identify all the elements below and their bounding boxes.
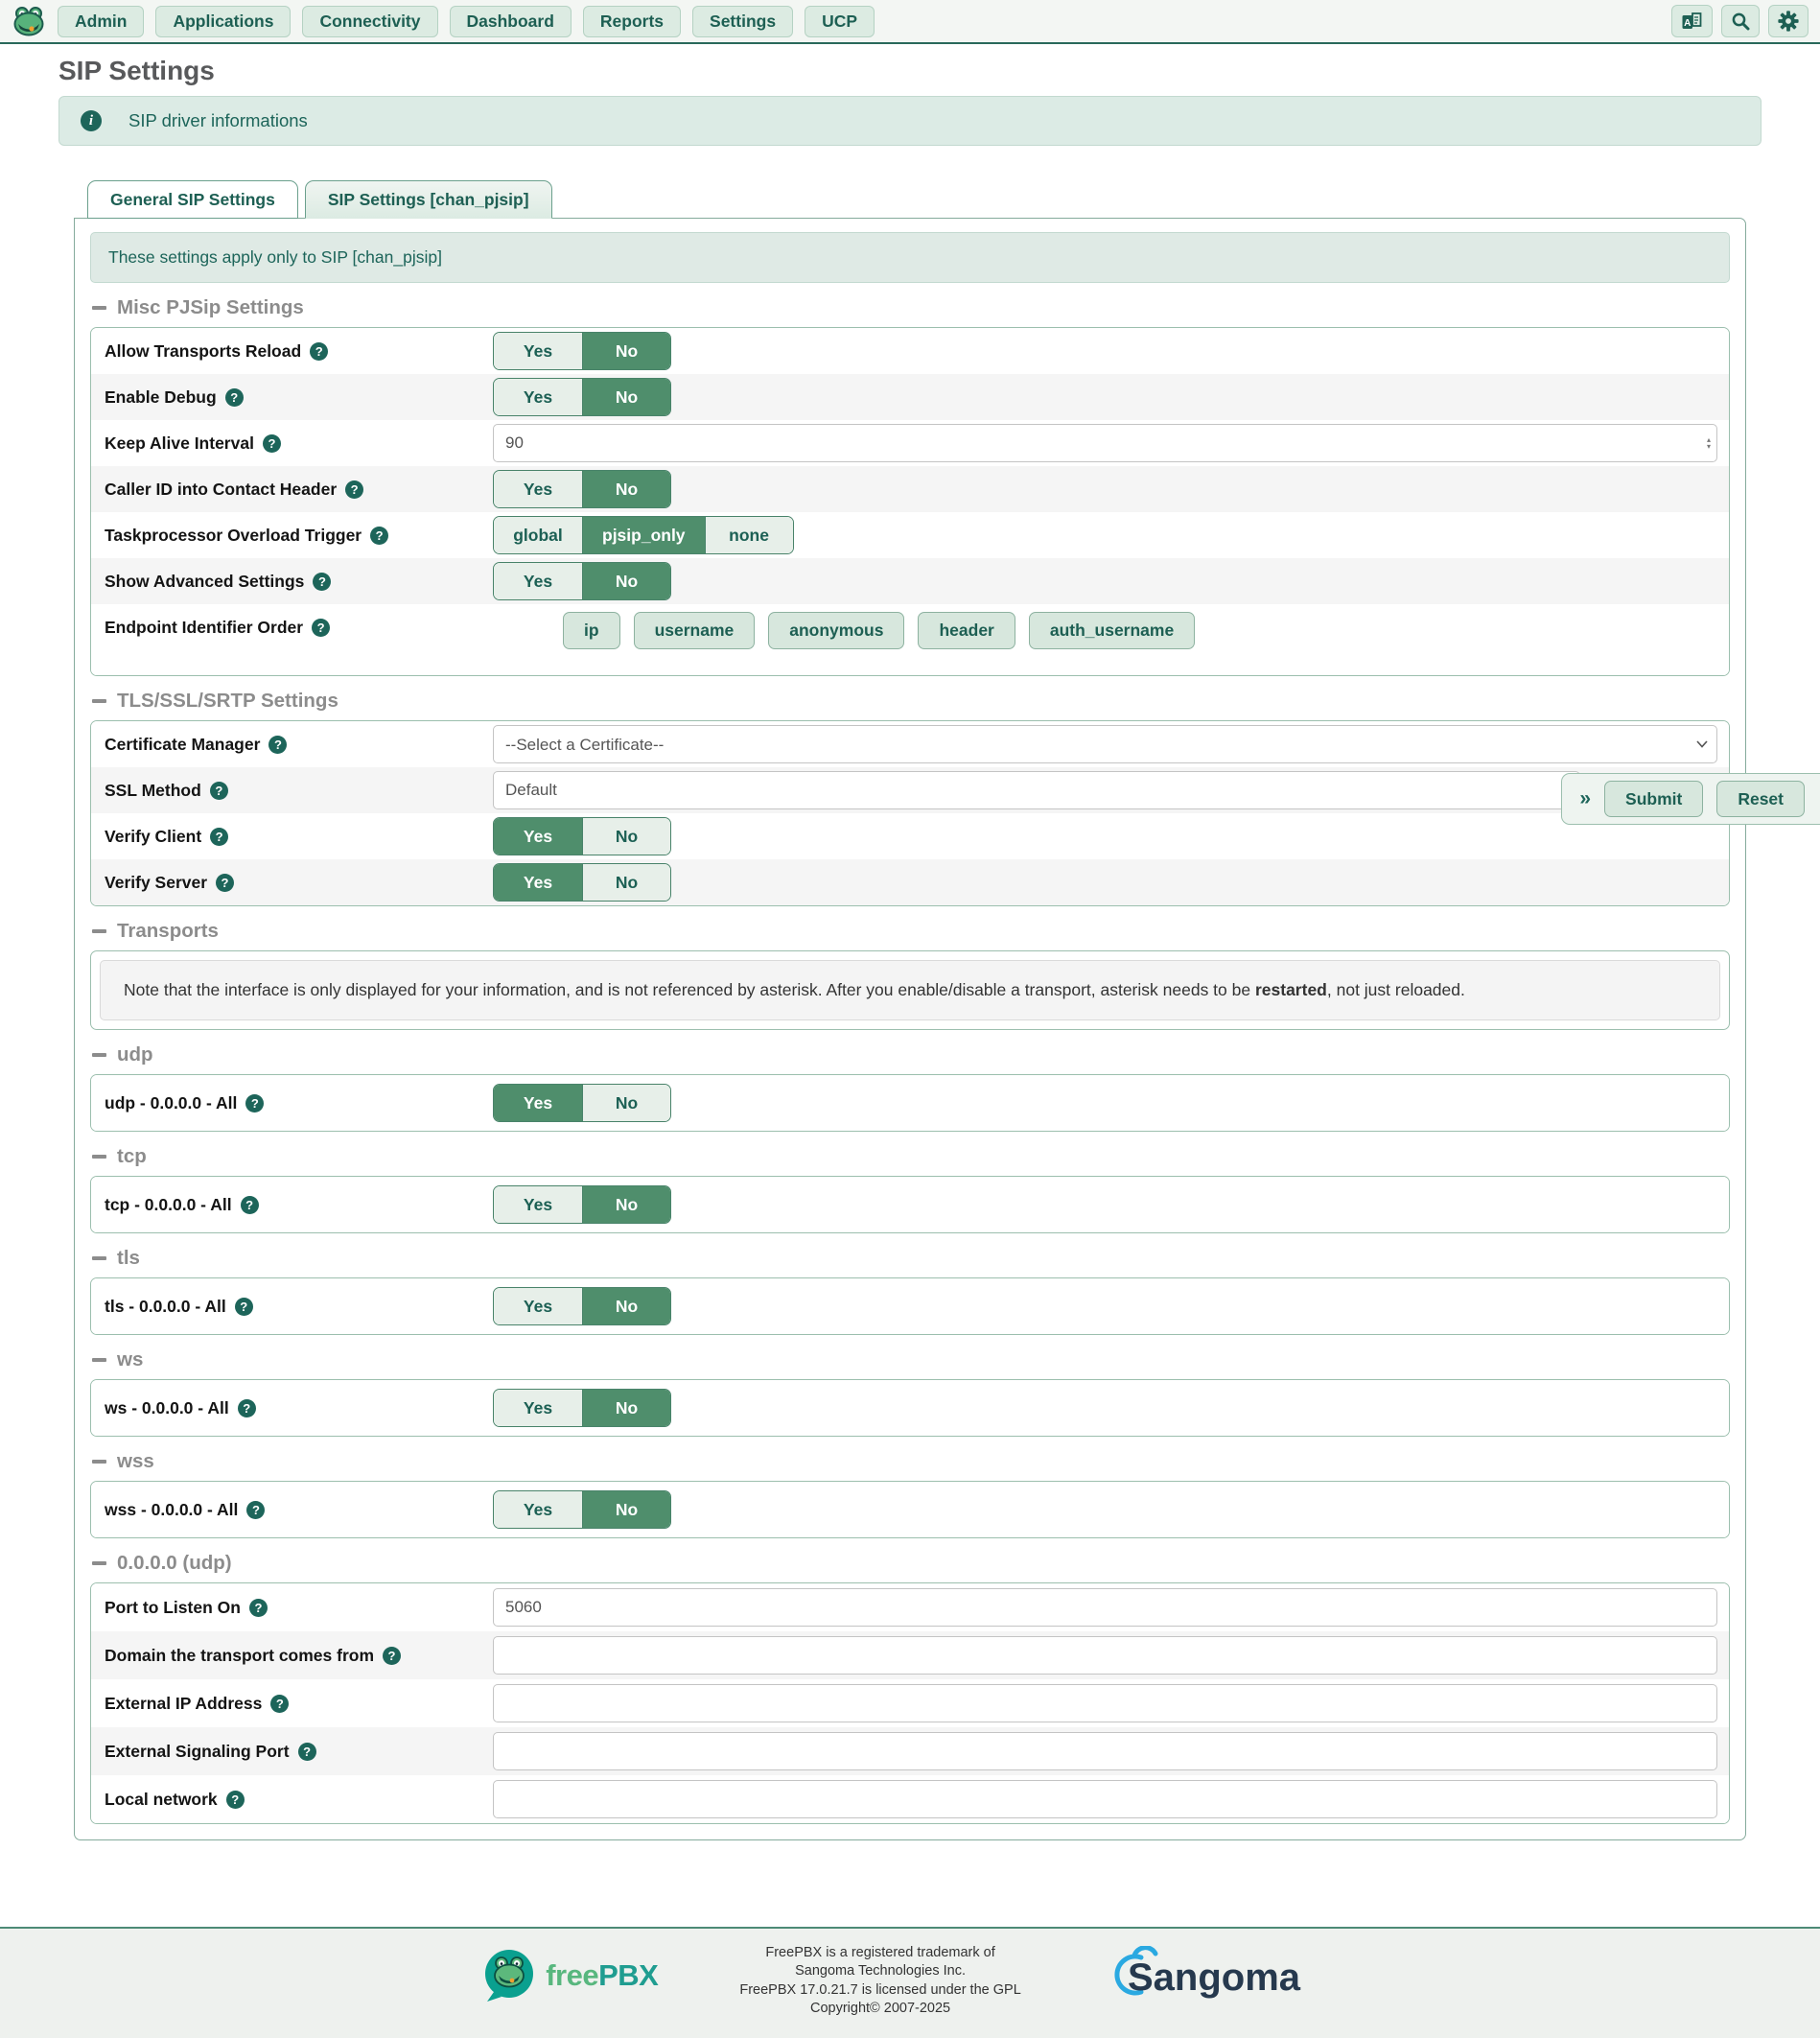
no-button[interactable]: No [582, 333, 670, 369]
collapse-minus-icon [92, 1460, 106, 1464]
row-endpoint-identifier-order [91, 604, 1729, 675]
info-icon: i [81, 110, 102, 131]
external-ip-address-control [493, 1684, 1729, 1722]
nav-item-applications[interactable]: Applications [155, 6, 291, 37]
no-button[interactable]: No [582, 818, 670, 855]
row-port-to-listen-on [91, 1583, 1729, 1631]
page-footer [0, 1927, 1820, 2038]
collapse-minus-icon [92, 1053, 106, 1057]
tcp-transport-control [493, 1185, 1729, 1224]
verify-server-label [105, 873, 493, 893]
udp-transport-details-group [90, 1582, 1730, 1824]
row-external-ip-address [91, 1679, 1729, 1727]
udp-transport-label [105, 1093, 493, 1113]
section-title: tls [117, 1247, 140, 1269]
row-tls-transport [91, 1278, 1729, 1334]
page-content [58, 56, 1762, 1840]
reset-button[interactable]: Reset [1716, 781, 1805, 817]
caller-id-contact-header-toggle [493, 470, 671, 508]
row-ssl-method [91, 767, 1729, 813]
tls-transport-label [105, 1297, 493, 1317]
global-button[interactable]: global [494, 517, 582, 553]
help-icon[interactable]: ? [245, 1094, 264, 1113]
row-taskprocessor-overload-trigger [91, 512, 1729, 558]
help-icon[interactable]: ? [246, 1501, 265, 1519]
section-misc-pjsip-settings[interactable] [92, 296, 1730, 319]
freepbx-bubble-icon [482, 1948, 536, 2003]
caller-id-contact-header-control [493, 470, 1729, 508]
sangoma-footer-logo [1103, 1946, 1338, 2008]
field-label-text: ws - 0.0.0.0 - All [105, 1397, 229, 1417]
allow-transports-reload-control [493, 332, 1729, 370]
search-icon[interactable] [1721, 5, 1760, 37]
sip-driver-info-alert [58, 96, 1762, 146]
collapse-minus-icon [92, 1256, 106, 1260]
field-label-text: Verify Client [105, 826, 202, 846]
wss-transport-control [493, 1490, 1729, 1529]
endpoint-tag-username[interactable]: username [634, 612, 756, 649]
sangoma-wordmark: Sangoma [1127, 1956, 1300, 1999]
no-button[interactable]: No [582, 1491, 670, 1528]
field-label-text: Taskprocessor Overload Trigger [105, 525, 362, 545]
ssl-method-control [493, 771, 1729, 809]
number-input-wrap [493, 424, 1717, 462]
ws-transport-label [105, 1398, 493, 1418]
no-button[interactable]: No [582, 563, 670, 599]
tls-settings-group [90, 720, 1730, 906]
field-label-text: Local network [105, 1789, 218, 1809]
show-advanced-settings-toggle [493, 562, 671, 600]
wss-transport-label [105, 1500, 493, 1520]
field-label-text: udp - 0.0.0.0 - All [105, 1092, 238, 1113]
allow-transports-reload-label [105, 341, 493, 362]
no-button[interactable]: No [582, 1288, 670, 1324]
wss-transport-toggle [493, 1490, 671, 1529]
row-verify-server [91, 859, 1729, 905]
tcp-transport-label [105, 1195, 493, 1215]
help-icon[interactable]: ? [241, 1196, 259, 1214]
yes-button[interactable]: Yes [494, 1288, 582, 1324]
yes-button[interactable]: Yes [494, 563, 582, 599]
spinner-up-icon[interactable]: ▴ [1706, 435, 1711, 444]
help-icon[interactable]: ? [312, 619, 330, 637]
ssl-method-label [105, 781, 493, 801]
endpoint-tag-header[interactable]: header [918, 612, 1015, 649]
row-wss-transport [91, 1482, 1729, 1537]
spinner-down-icon[interactable]: ▾ [1706, 442, 1711, 451]
udp-transport-control [493, 1084, 1729, 1122]
field-label-text: Certificate Manager [105, 734, 261, 754]
external-ip-address-label [105, 1694, 493, 1714]
section-tls-ssl-srtp-settings[interactable] [92, 690, 1730, 713]
number-spinner[interactable] [1707, 436, 1711, 450]
nav-item-admin[interactable]: Admin [58, 6, 144, 37]
port-to-listen-on-control [493, 1588, 1729, 1627]
port-to-listen-on-label [105, 1598, 493, 1618]
show-advanced-settings-control [493, 562, 1729, 600]
ws-group [90, 1379, 1730, 1437]
collapse-minus-icon [92, 929, 106, 933]
tls-transport-toggle [493, 1287, 671, 1325]
section-title: TLS/SSL/SRTP Settings [117, 690, 338, 712]
field-label-text: tcp - 0.0.0.0 - All [105, 1194, 232, 1214]
certificate-select-wrap [493, 725, 1717, 763]
row-caller-id-contact-header [91, 466, 1729, 512]
row-show-advanced-settings [91, 558, 1729, 604]
help-icon[interactable]: ? [225, 388, 244, 407]
section-tcp[interactable] [92, 1145, 1730, 1168]
help-icon[interactable]: ? [235, 1298, 253, 1316]
footer-legal-text [739, 1944, 1020, 2019]
page-title: SIP Settings [58, 56, 215, 85]
section-tls[interactable] [92, 1247, 1730, 1270]
row-allow-transports-reload [91, 328, 1729, 374]
collapse-minus-icon [92, 699, 106, 703]
no-button[interactable]: No [582, 864, 670, 901]
settings-tabs [87, 180, 1762, 218]
endpoint-identifier-order-control [493, 612, 1729, 649]
transport-domain-control [493, 1636, 1729, 1675]
gear-icon[interactable] [1768, 5, 1808, 37]
row-enable-debug [91, 374, 1729, 420]
udp-group [90, 1074, 1730, 1132]
freepbx-wordmark [546, 1958, 658, 1993]
endpoint-tag-ip[interactable]: ip [563, 612, 620, 649]
yes-button[interactable]: Yes [494, 864, 582, 901]
endpoint-identifier-order-label [105, 618, 493, 638]
help-icon[interactable]: ? [210, 828, 228, 846]
ws-transport-control [493, 1389, 1729, 1427]
collapse-minus-icon [92, 1561, 106, 1565]
transports-note [100, 960, 1720, 1020]
endpoint-tag-auth-username[interactable]: auth_username [1029, 612, 1195, 649]
row-verify-client [91, 813, 1729, 859]
yes-button[interactable]: Yes [494, 333, 582, 369]
external-signaling-port-label [105, 1742, 493, 1762]
row-transport-domain [91, 1631, 1729, 1679]
field-label-text: Enable Debug [105, 387, 217, 407]
external-signaling-port-input[interactable] [493, 1732, 1717, 1770]
alert-text: SIP driver informations [128, 110, 308, 130]
section-title: Misc PJSip Settings [117, 296, 304, 318]
collapse-minus-icon [92, 1358, 106, 1362]
row-tcp-transport [91, 1177, 1729, 1232]
field-label-text: External Signaling Port [105, 1741, 290, 1761]
freepbx-footer-logo [482, 1948, 658, 2003]
verify-server-toggle [493, 863, 671, 902]
certificate-manager-select[interactable] [493, 725, 1717, 763]
field-label-text: Caller ID into Contact Header [105, 479, 338, 499]
no-button[interactable]: No [582, 1390, 670, 1426]
verify-client-control [493, 817, 1729, 855]
section-title: tcp [117, 1145, 147, 1167]
section-title: udp [117, 1043, 153, 1066]
help-icon[interactable]: ? [270, 1695, 289, 1713]
collapse-minus-icon [92, 1155, 106, 1159]
yes-button[interactable]: Yes [494, 1390, 582, 1426]
port-to-listen-on-input[interactable] [493, 1588, 1717, 1627]
verify-client-label [105, 827, 493, 847]
field-label-text: Port to Listen On [105, 1597, 241, 1617]
certificate-manager-label [105, 735, 493, 755]
section-ws[interactable] [92, 1348, 1730, 1371]
section-title: Transports [117, 920, 219, 942]
note-text: Note that the interface is only displayed for your information, and is not referenced by asterisk. After you enable/disable a transport, asterisk needs to be [124, 980, 1255, 999]
field-label-text: SSL Method [105, 780, 201, 800]
section-title: ws [117, 1348, 144, 1370]
tls-transport-control [493, 1287, 1729, 1325]
misc-settings-group [90, 327, 1730, 676]
help-icon[interactable]: ? [370, 527, 388, 545]
keep-alive-interval-control [493, 424, 1729, 462]
nav-item-reports[interactable]: Reports [583, 6, 681, 37]
taskprocessor-overload-trigger-toggle [493, 516, 794, 554]
field-label-text: tls - 0.0.0.0 - All [105, 1296, 226, 1316]
help-icon[interactable]: ? [345, 480, 363, 499]
row-local-network [91, 1775, 1729, 1823]
freepbx-frog-logo-icon[interactable] [12, 4, 46, 38]
row-udp-transport [91, 1075, 1729, 1131]
tcp-transport-toggle [493, 1185, 671, 1224]
external-signaling-port-control [493, 1732, 1729, 1770]
yes-button[interactable]: Yes [494, 379, 582, 415]
tab-general-sip-settings[interactable]: General SIP Settings [87, 180, 298, 219]
section-0000-udp[interactable] [92, 1552, 1730, 1575]
taskprocessor-overload-trigger-control [493, 516, 1729, 554]
yes-button[interactable]: Yes [494, 1085, 582, 1121]
row-external-signaling-port [91, 1727, 1729, 1775]
tls-group [90, 1277, 1730, 1335]
footer-line-1: FreePBX is a registered trademark of [765, 1945, 995, 1960]
footer-line-4: Copyright© 2007-2025 [810, 2001, 951, 2017]
verify-server-control [493, 863, 1729, 902]
enable-debug-toggle [493, 378, 671, 416]
footer-line-3: FreePBX 17.0.21.7 is licensed under the GPL [739, 1981, 1021, 1998]
submit-button[interactable]: Submit [1604, 781, 1703, 817]
field-label-text: External IP Address [105, 1693, 263, 1713]
tcp-group [90, 1176, 1730, 1233]
ws-transport-toggle [493, 1389, 671, 1427]
local-network-control [493, 1780, 1729, 1818]
language-icon[interactable] [1671, 5, 1713, 37]
collapse-chevron-icon[interactable]: » [1579, 787, 1592, 809]
no-button[interactable]: No [582, 379, 670, 415]
field-label-text: Keep Alive Interval [105, 433, 254, 453]
freepbx-wordmark-pbx: PBX [598, 1958, 659, 1992]
help-icon[interactable]: ? [383, 1647, 401, 1665]
row-certificate-manager [91, 721, 1729, 767]
section-transports[interactable] [92, 920, 1730, 943]
section-udp[interactable] [92, 1043, 1730, 1066]
yes-button[interactable]: Yes [494, 818, 582, 855]
row-keep-alive-interval [91, 420, 1729, 466]
nav-item-ucp[interactable]: UCP [805, 6, 875, 37]
help-icon[interactable]: ? [238, 1399, 256, 1417]
note-text: , not just reloaded. [1326, 980, 1465, 999]
top-navbar [0, 0, 1820, 44]
help-icon[interactable]: ? [216, 874, 234, 892]
nav-item-connectivity[interactable]: Connectivity [302, 6, 437, 37]
field-label-text: Verify Server [105, 872, 208, 892]
no-button[interactable]: No [582, 471, 670, 507]
endpoint-identifier-order-tags [563, 612, 1195, 649]
row-ws-transport [91, 1380, 1729, 1436]
tab-sip-settings-chan-pjsip[interactable]: SIP Settings [chan_pjsip] [305, 180, 552, 219]
certificate-manager-control [493, 725, 1729, 763]
verify-client-toggle [493, 817, 671, 855]
help-icon[interactable]: ? [210, 782, 228, 800]
ssl-method-input[interactable] [493, 771, 1580, 809]
nav-item-dashboard[interactable]: Dashboard [450, 6, 572, 37]
yes-button[interactable]: Yes [494, 1491, 582, 1528]
allow-transports-reload-toggle [493, 332, 671, 370]
no-button[interactable]: No [582, 1085, 670, 1121]
show-advanced-settings-label [105, 572, 493, 592]
udp-transport-toggle [493, 1084, 671, 1122]
caller-id-contact-header-label [105, 480, 493, 500]
field-label-text: Show Advanced Settings [105, 571, 305, 591]
field-label-text: Domain the transport comes from [105, 1645, 375, 1665]
help-icon[interactable]: ? [226, 1791, 245, 1809]
section-title: wss [117, 1450, 154, 1472]
transports-note-group [90, 950, 1730, 1030]
help-icon[interactable]: ? [298, 1743, 316, 1761]
help-icon[interactable]: ? [268, 736, 287, 754]
pjsip-panel-notice: These settings apply only to SIP [chan_pjsip] [90, 232, 1730, 283]
freepbx-wordmark-free: free [546, 1958, 599, 1992]
field-label-text: Endpoint Identifier Order [105, 618, 304, 637]
note-bold-text: restarted [1254, 980, 1327, 999]
yes-button[interactable]: Yes [494, 1186, 582, 1223]
keep-alive-interval-input[interactable] [493, 424, 1717, 462]
help-icon[interactable]: ? [310, 342, 328, 361]
enable-debug-label [105, 387, 493, 408]
keep-alive-interval-label [105, 433, 493, 454]
no-button[interactable]: No [582, 1186, 670, 1223]
help-icon[interactable]: ? [263, 434, 281, 453]
help-icon[interactable]: ? [313, 573, 331, 591]
field-label-text: wss - 0.0.0.0 - All [105, 1499, 239, 1519]
nav-right-icons [1671, 5, 1808, 37]
help-icon[interactable]: ? [249, 1599, 268, 1617]
section-wss[interactable] [92, 1450, 1730, 1473]
wss-group [90, 1481, 1730, 1538]
floating-action-bar [1561, 773, 1820, 825]
section-title: 0.0.0.0 (udp) [117, 1552, 232, 1574]
svg-text:A: A [1684, 18, 1692, 29]
pjsip-settings-panel [74, 218, 1746, 1840]
transport-domain-label [105, 1646, 493, 1666]
external-ip-address-input[interactable] [493, 1684, 1717, 1722]
nav-item-settings[interactable]: Settings [692, 6, 793, 37]
transport-domain-input[interactable] [493, 1636, 1717, 1675]
local-network-input[interactable] [493, 1780, 1717, 1818]
none-button[interactable]: none [705, 517, 793, 553]
pjsip-only-button[interactable]: pjsip_only [582, 517, 705, 553]
taskprocessor-overload-trigger-label [105, 526, 493, 546]
footer-line-2: Sangoma Technologies Inc. [795, 1963, 966, 1979]
enable-debug-control [493, 378, 1729, 416]
endpoint-tag-anonymous[interactable]: anonymous [768, 612, 904, 649]
field-label-text: Allow Transports Reload [105, 340, 302, 361]
local-network-label [105, 1790, 493, 1810]
collapse-minus-icon [92, 306, 106, 310]
yes-button[interactable]: Yes [494, 471, 582, 507]
